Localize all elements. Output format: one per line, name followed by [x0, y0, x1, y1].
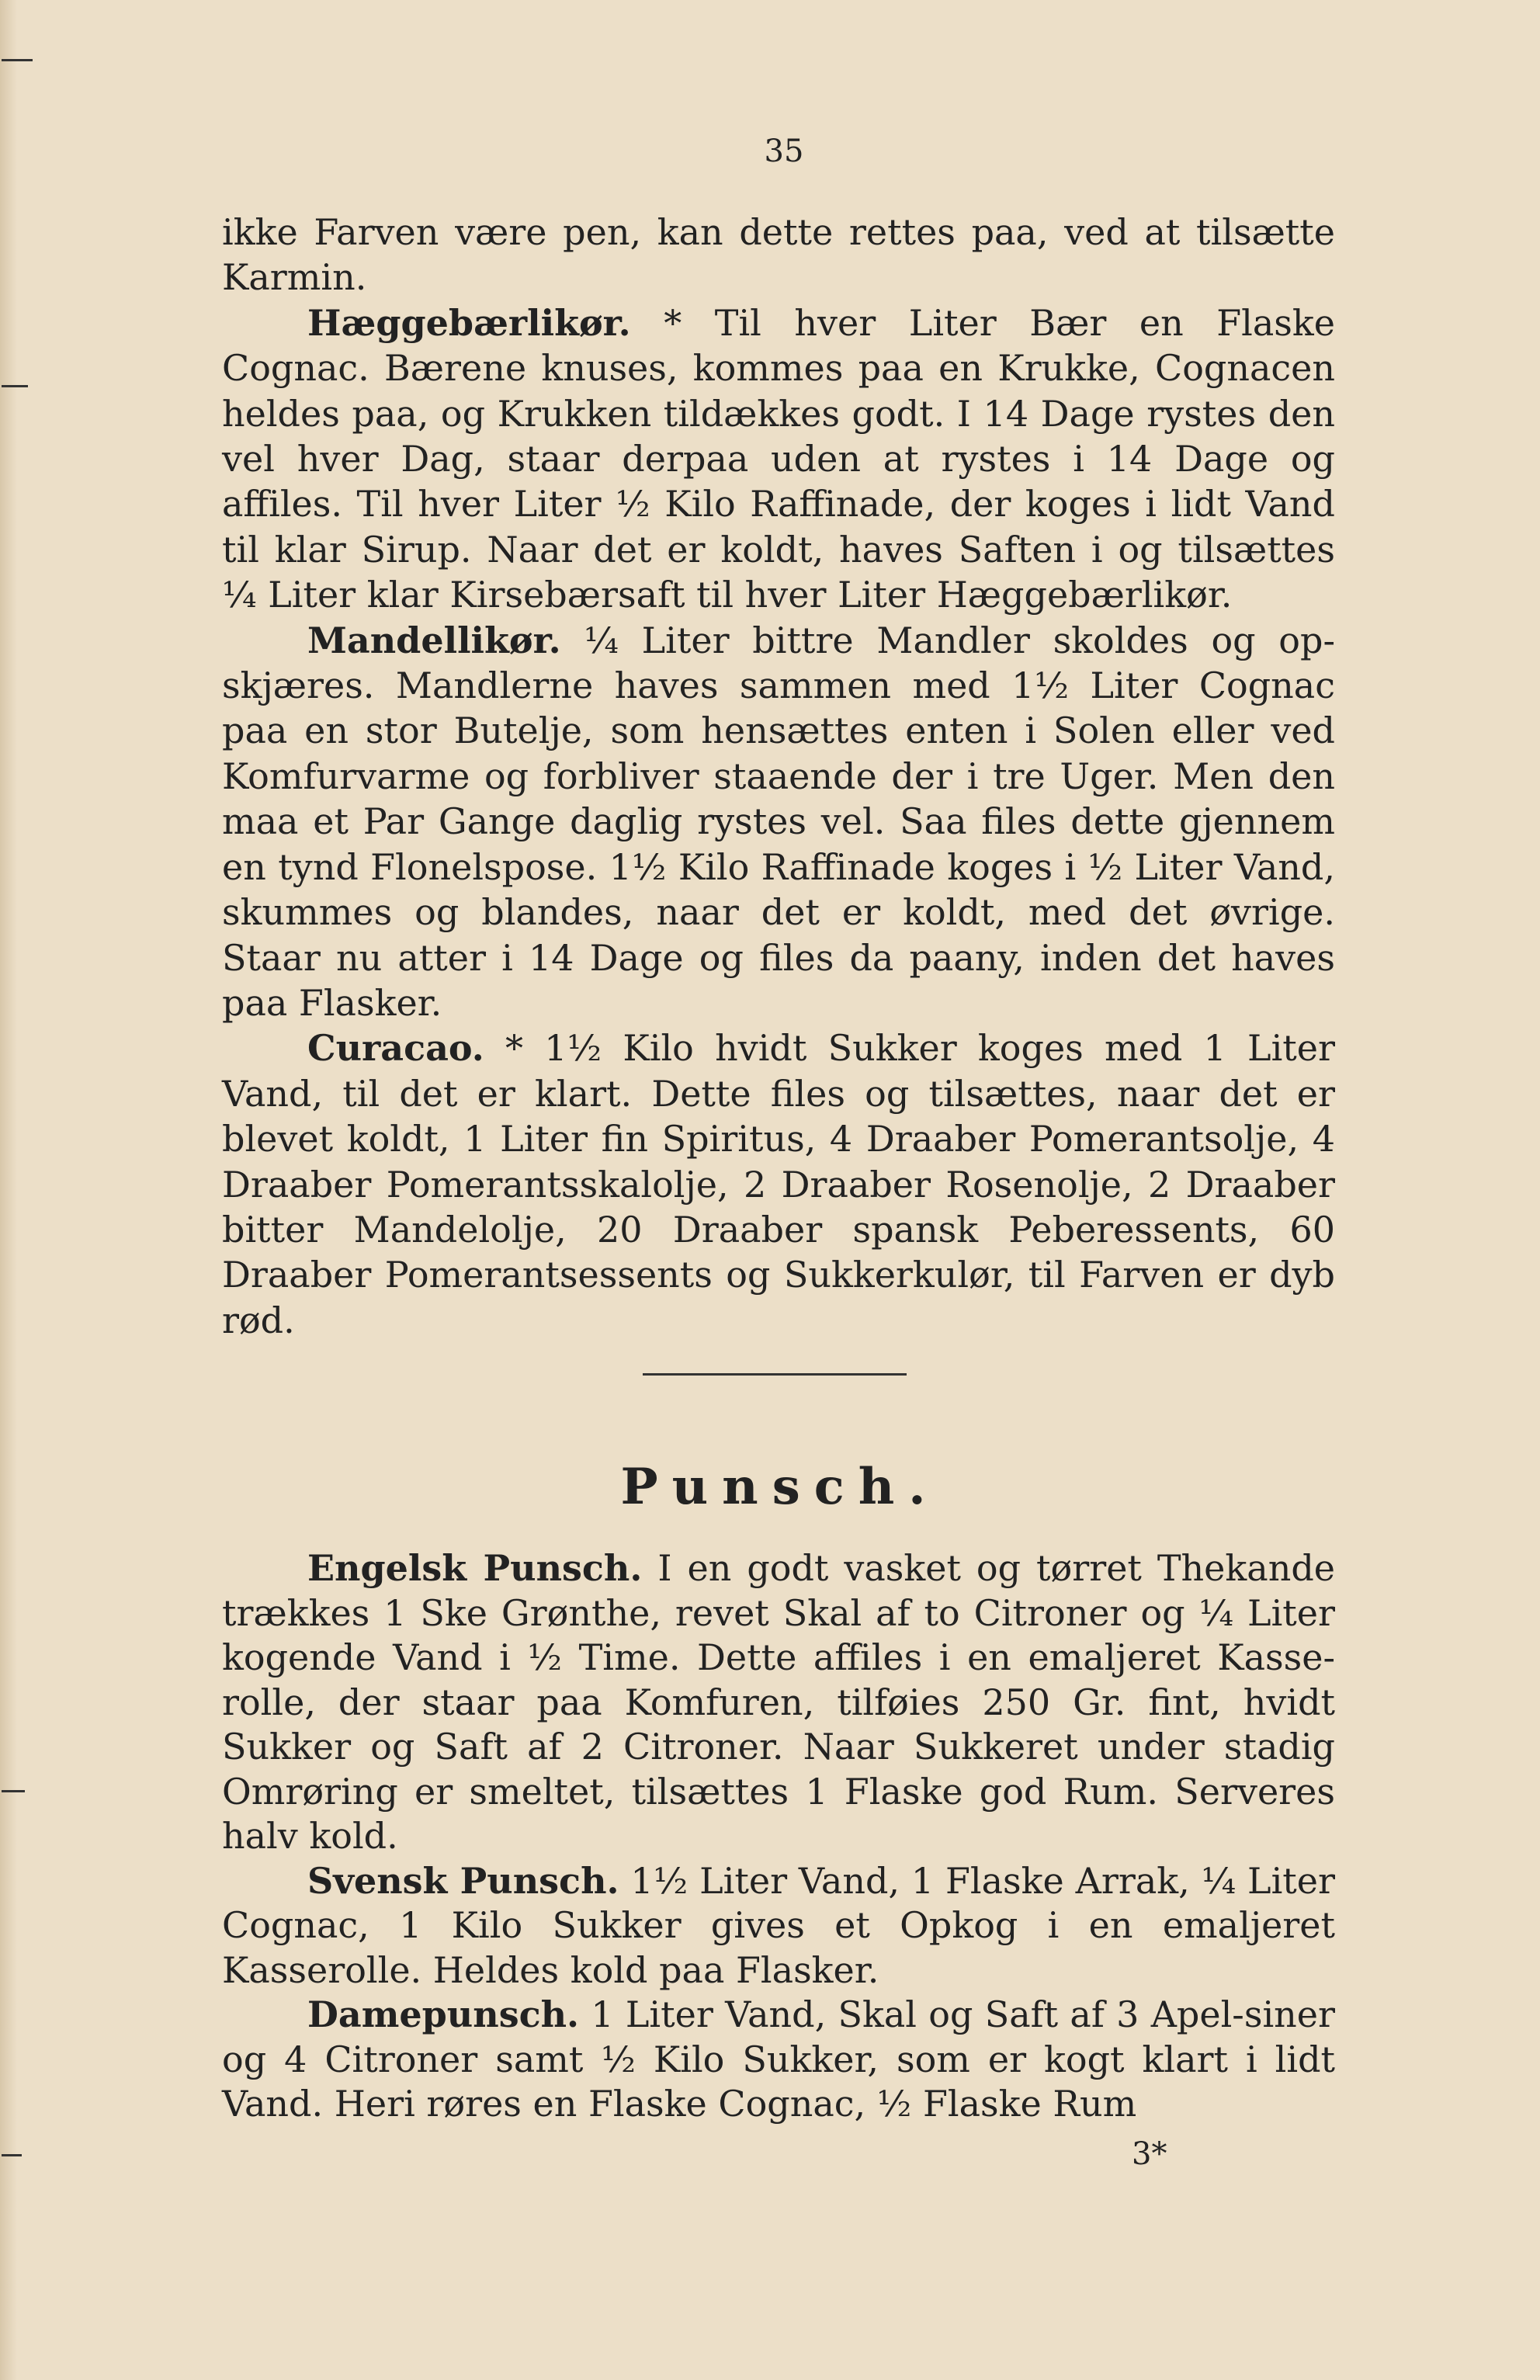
- recipe-title: Curacao.: [307, 1027, 484, 1070]
- page-left-edge: [0, 0, 17, 2380]
- edge-mark: [2, 385, 28, 387]
- recipe-text: 1 Liter Vand, Skal og Saft af 3 Apel-siner og 4 Citroner samt ½ Kilo Sukker, som er kogt klart i lidt Vand. Heri røres en Flaske Cognac, ½ Flaske Rum: [222, 1993, 1335, 2125]
- edge-mark: [2, 1790, 25, 1792]
- recipe-paragraph: [222, 1993, 1335, 2127]
- recipe-paragraph: [222, 300, 1335, 618]
- recipe-paragraph: [222, 1859, 1335, 1993]
- recipe-title: Mandellikør.: [307, 619, 561, 661]
- recipe-paragraph: [222, 1025, 1335, 1343]
- paragraph: [222, 210, 1335, 300]
- section-heading: Punsch.: [620, 1458, 940, 1516]
- page-number: 35: [764, 134, 804, 169]
- recipes-bottom: [222, 1546, 1335, 2127]
- edge-mark: [2, 2154, 22, 2156]
- signature-mark: 3*: [1132, 2136, 1167, 2172]
- recipe-text: I en godt vasket og tørret Thekande trækkes 1 Ske Grønthe, revet Skal af to Citroner og ¼ Liter kogende Vand i ½ Time. Dette affiles i en emaljeret Kasse-rolle, der staar paa Komfuren, tilføies 250 Gr. fint, hvidt Sukker og Saft af 2 Citroner. Naar Sukkeret under stadig Omrøring er smeltet, tilsættes 1 Flaske god Rum. Serveres halv kold.: [222, 1547, 1335, 1857]
- recipe-title: Svensk Punsch.: [307, 1859, 619, 1902]
- recipes-top: [222, 210, 1335, 1343]
- paragraph-text: ikke Farven være pen, kan dette rettes paa, ved at tilsætte Karmin.: [222, 211, 1335, 299]
- recipe-text: 1½ Liter Vand, 1 Flaske Arrak, ¼ Liter Cognac, 1 Kilo Sukker gives et Opkog i en emaljeret Kasserolle. Heldes kold paa Flasker.: [222, 1859, 1335, 1991]
- recipe-paragraph: [222, 1546, 1335, 1859]
- recipe-title: Damepunsch.: [307, 1993, 580, 2035]
- recipe-text: ¼ Liter bittre Mandler skoldes og op-skjæres. Mandlerne haves sammen med 1½ Liter Cognac paa en stor Butelje, som hensættes enten i Solen eller ved Komfurvarme og forbliver staaende der i tre Uger. Men den maa et Par Gange daglig rystes vel. Saa files dette gjennem en tynd Flonelspose. 1½ Kilo Raffinade koges i ½ Liter Vand, skummes og blandes, naar det er koldt, med det øvrige. Staar nu atter i 14 Dage og files da paany, inden det haves paa Flasker.: [222, 619, 1335, 1024]
- recipe-text: * Til hver Liter Bær en Flaske Cognac. Bærene knuses, kommes paa en Krukke, Cognacen heldes paa, og Krukken tildækkes godt. I 14 Dage rystes den vel hver Dag, staar derpaa uden at rystes i 14 Dage og affiles. Til hver Liter ½ Kilo Raffinade, der koges i lidt Vand til klar Sirup. Naar det er koldt, haves Saften i og tilsættes ¼ Liter klar Kirsebærsaft til hver Liter Hæggebærlikør.: [222, 301, 1335, 616]
- section-divider: [643, 1373, 907, 1376]
- edge-mark: [2, 59, 33, 61]
- recipe-paragraph: [222, 618, 1335, 1026]
- recipe-title: Hæggebærlikør.: [307, 301, 631, 344]
- recipe-title: Engelsk Punsch.: [307, 1547, 643, 1589]
- recipe-text: * 1½ Kilo hvidt Sukker koges med 1 Liter Vand, til det er klart. Dette files og tilsættes, naar det er blevet koldt, 1 Liter fin Spiritus, 4 Draaber Pomerantsolje, 4 Draaber Pomerantsskalolje, 2 Draaber Rosenolje, 2 Draaber bitter Mandelolje, 20 Draaber spansk Peberessents, 60 Draaber Pomerantsessents og Sukkerkulør, til Farven er dyb rød.: [222, 1027, 1335, 1341]
